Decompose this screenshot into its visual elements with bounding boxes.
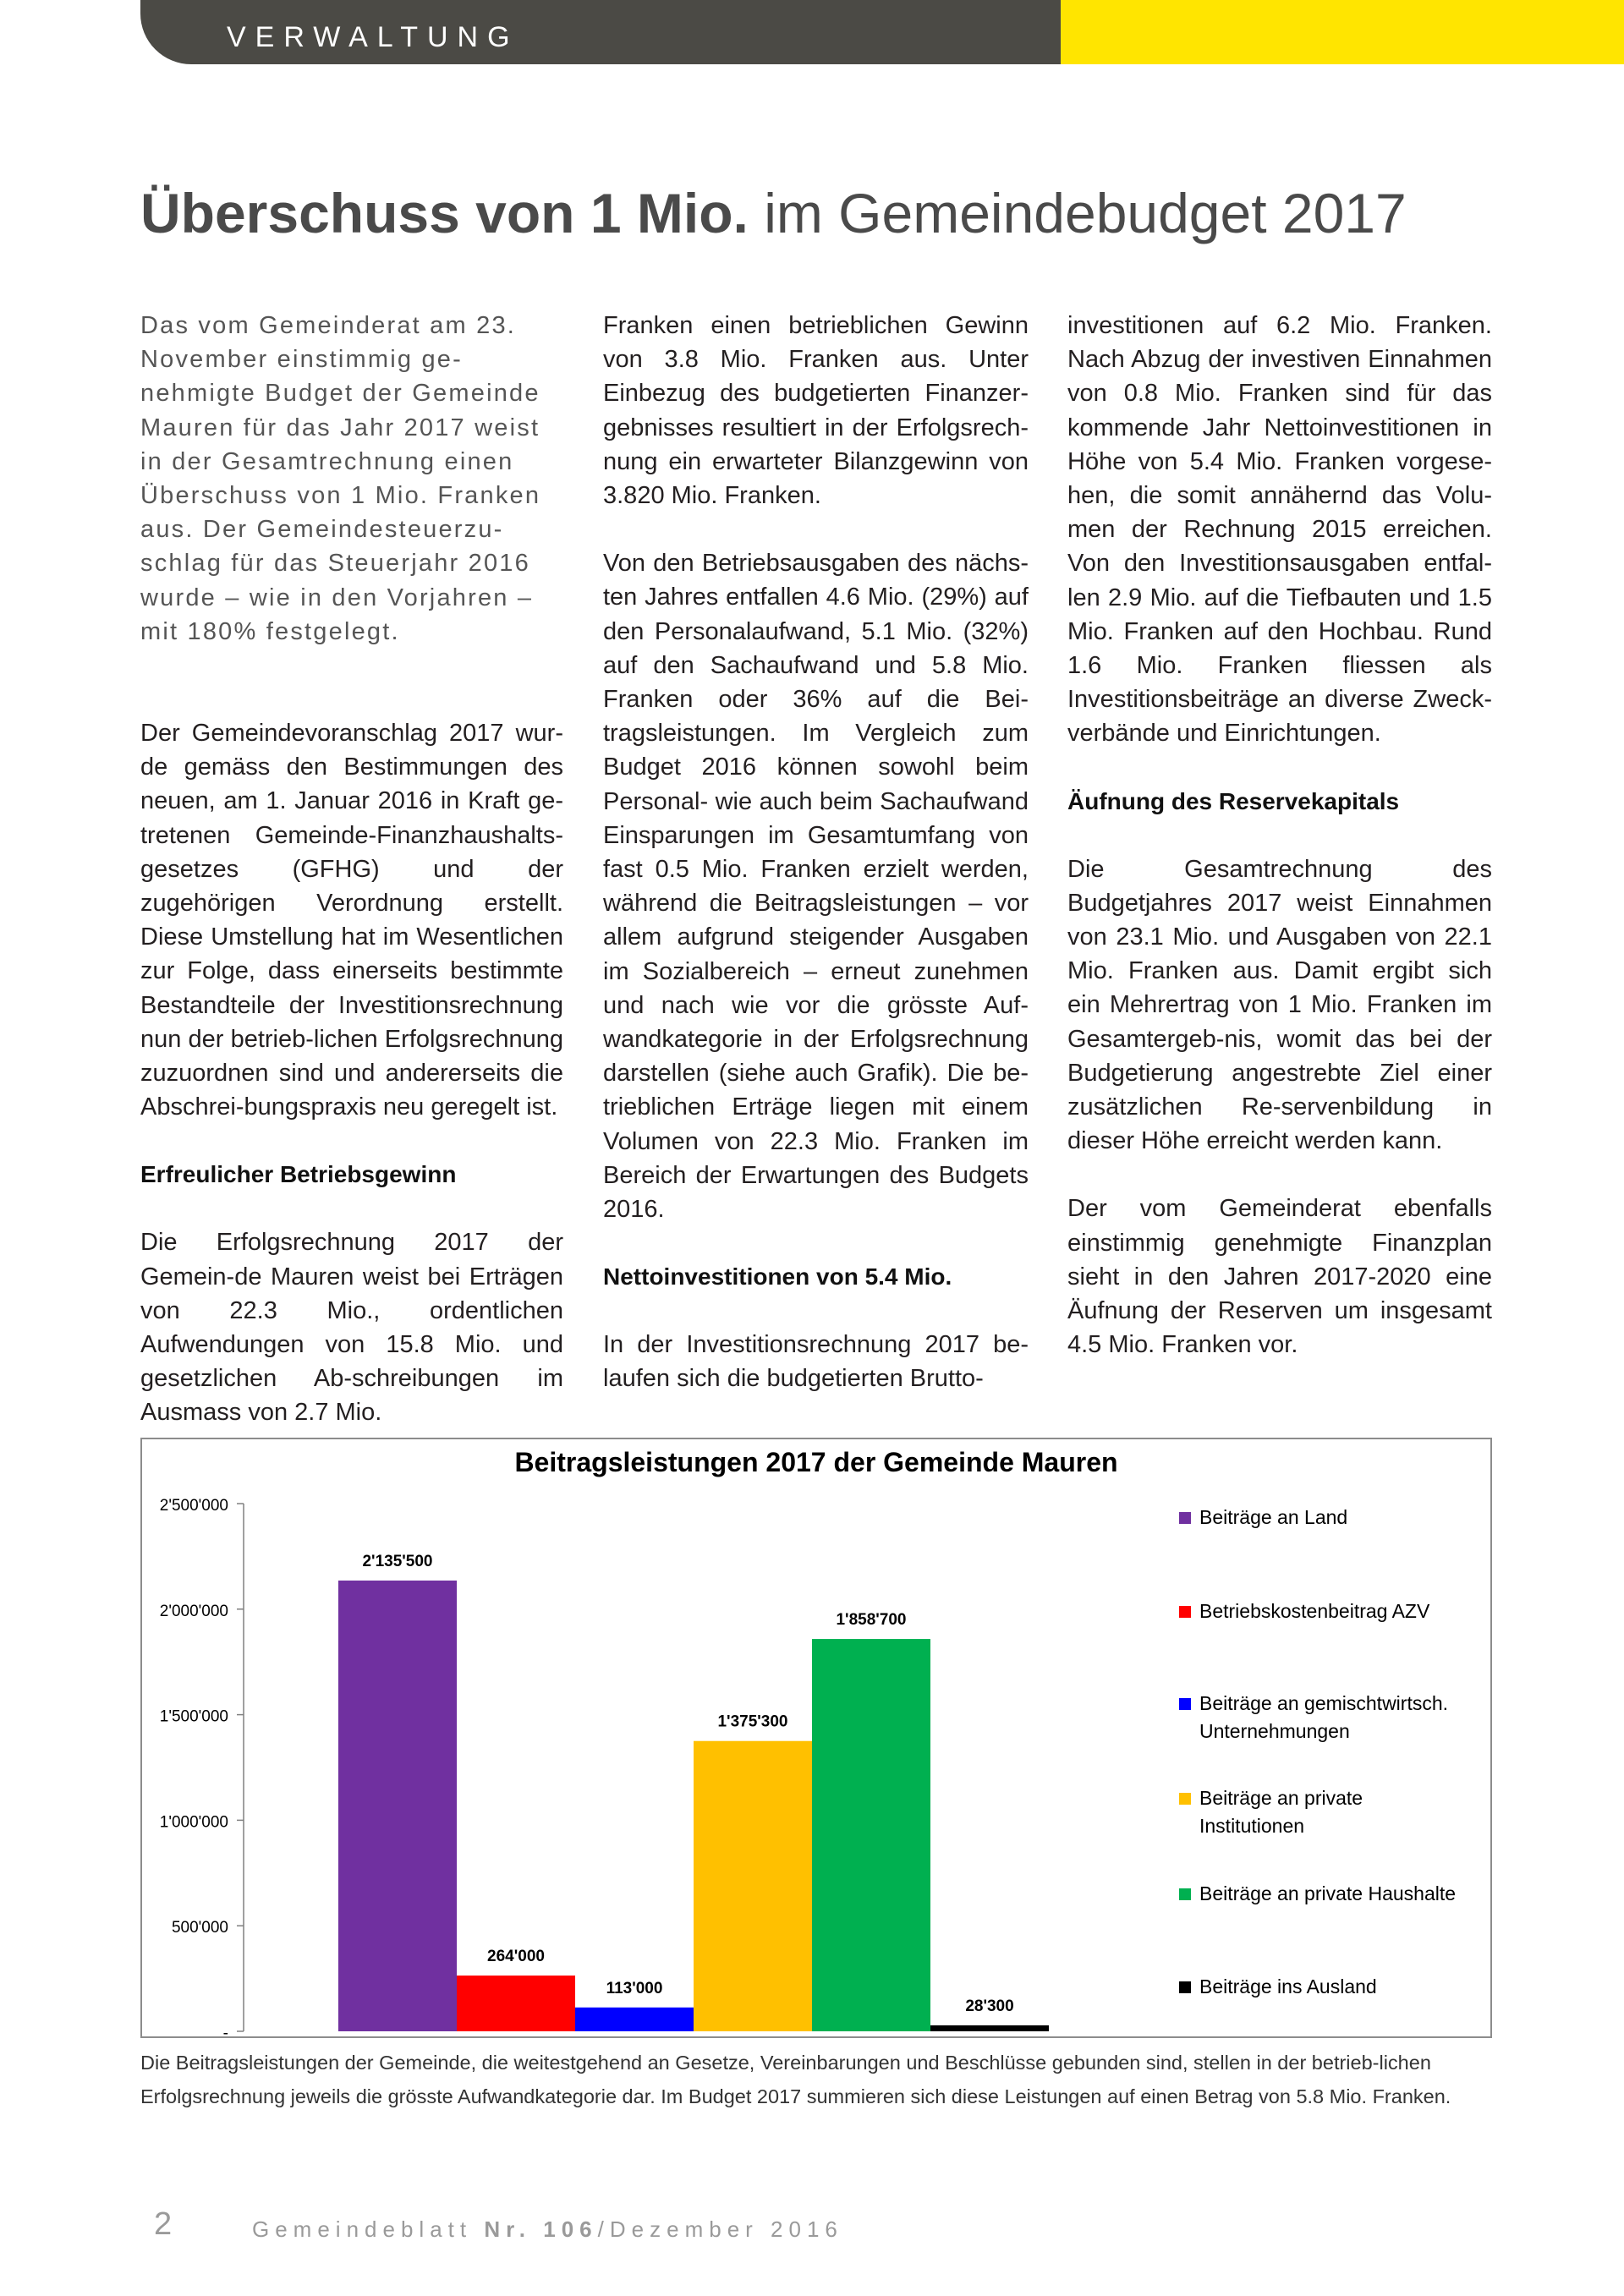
legend-label: Beiträge ins Ausland <box>1199 1975 1377 1997</box>
bar-6 <box>930 2025 1049 2031</box>
subheading: Erfreulicher Betriebsgewinn <box>140 1161 457 1188</box>
page-number: 2 <box>154 2206 173 2242</box>
column-3 <box>1067 309 1492 1362</box>
legend-swatch <box>1179 1888 1191 1900</box>
chart-caption: Die Beitragsleistungen der Gemeinde, die weitestgehend an Gesetze, Vereinbarungen und Beschlüsse gebunden sind, stellen in der betrieb-lichen Erfolgsrechnung jeweils die grösste Aufwandkategorie dar. Im Budget 2017 summieren sich diese Leistungen auf einen Betrag von 5.8 Mio. Franken. <box>140 2052 1451 2107</box>
header-accent <box>1061 0 1624 64</box>
paragraph: Franken einen betrieblichen Gewinn von 3.8 Mio. Franken aus. Unter Einbezug des budgetierten Finanzer-gebnisses resultiert in der Erfolgsrech-nung ein erwarteter Bilanzgewinn von 3.820 Mio. Franken. <box>603 312 1029 510</box>
bar-5 <box>812 1639 930 2031</box>
column-2 <box>603 309 1029 1396</box>
paragraph: Der Gemeindevoranschlag 2017 wur-de gemäss den Bestimmungen des neuen, am 1. Januar 2016 in Kraft ge-tretenen Gemeinde-Finanzhaushalts-gesetzes (GFHG) und der zugehörigen Verordnung erstellt. Diese Umstellung hat im Wesentlichen zur Folge, dass einerseits bestimmte Bestandteile der Investitionsrechnung nun der betrieb-lichen Erfolgsrechnung zuzuordnen sind und andererseits die Abschrei-bungspraxis neu geregelt ist. <box>140 720 563 1121</box>
bar-2 <box>457 1975 575 2031</box>
column-1 <box>140 309 563 1430</box>
y-tick-label: 1'000'000 <box>159 1813 228 1832</box>
paragraph: Der vom Gemeinderat ebenfalls einstimmig genehmigte Finanzplan sieht in den Jahren 2017-2020 eine Äufnung der Reserven um insgesamt 4.5 Mio. Franken vor. <box>1067 1195 1492 1359</box>
subheading: Nettoinvestitionen von 5.4 Mio. <box>603 1263 952 1290</box>
legend-swatch <box>1179 1793 1191 1805</box>
legend-swatch <box>1179 1981 1191 1993</box>
lead-paragraph: Das vom Gemeinderat am 23. November einstimmig ge-nehmigte Budget der Gemeinde Mauren für das Jahr 2017 weist in der Gesamtrechnung einen Überschuss von 1 Mio. Franken aus. Der Gemeindesteuerzu-schlag für das Steuerjahr 2016 wurde – wie in den Vorjahren – mit 180% festgelegt. <box>140 312 541 645</box>
title-light: im Gemeindebudget 2017 <box>764 182 1407 244</box>
legend-label: Betriebskostenbeitrag AZV <box>1199 1600 1430 1622</box>
bar-value-label: 113'000 <box>606 1979 663 1997</box>
paragraph: In der Investitionsrechnung 2017 be-laufen sich die budgetierten Brutto- <box>603 1331 1029 1393</box>
legend-label: Unternehmungen <box>1199 1720 1350 1742</box>
bar-3 <box>575 2008 694 2031</box>
legend-swatch <box>1179 1606 1191 1618</box>
bar-value-label: 264'000 <box>487 1948 545 1966</box>
title-bold: Überschuss von 1 Mio. <box>140 182 749 244</box>
chart-title: Beitragsleistungen 2017 der Gemeinde Mauren <box>514 1447 1118 1477</box>
paragraph: Von den Betriebsausgaben des nächs-ten Jahres entfallen 4.6 Mio. (29%) auf den Personalaufwand, 5.1 Mio. (32%) auf den Sachaufwand und 5.8 Mio. Franken oder 36% auf die Bei-tragsleistungen. Im Vergleich zum Budget 2016 können sowohl beim Personal- wie auch beim Sachaufwand Einsparungen im Gesamtumfang von fast 0.5 Mio. Franken erzielt werden, während die Beitragsleistungen – vor allem aufgrund steigender Ausgaben im Sozialbereich – erneut zunehmen und nach wie vor die grösste Auf-wandkategorie in der Erfolgsrechnung darstellen (siehe auch Grafik). Die be-trieblichen Erträge liegen mit einem Volumen von 22.3 Mio. Franken im Bereich der Erwartungen des Budgets 2016. <box>603 550 1029 1224</box>
bar-chart <box>142 1439 1490 2036</box>
y-tick-label: 1'500'000 <box>159 1707 228 1726</box>
y-tick-label: 2'000'000 <box>159 1602 228 1620</box>
publication-name: Gemeindeblatt <box>252 2217 473 2242</box>
legend-swatch <box>1179 1512 1191 1524</box>
section-label: VERWALTUNG <box>227 21 519 53</box>
bar-value-label: 2'135'500 <box>362 1552 433 1570</box>
chart-frame <box>140 1438 1492 2038</box>
legend-label: Beiträge an Land <box>1199 1506 1348 1528</box>
y-tick-label: 500'000 <box>171 1919 228 1937</box>
issue-number: 106 <box>543 2217 598 2242</box>
issue-date: /Dezember 2016 <box>597 2217 843 2242</box>
legend-label: Beiträge an private Haushalte <box>1199 1882 1457 1904</box>
bar-value-label: 1'375'300 <box>717 1712 788 1731</box>
bar-value-label: 28'300 <box>965 1997 1014 2015</box>
y-tick-label: 2'500'000 <box>159 1497 228 1515</box>
y-tick-label: - <box>222 2025 228 2036</box>
legend-swatch <box>1179 1698 1191 1710</box>
page-title <box>140 179 1407 247</box>
bar-1 <box>338 1581 457 2031</box>
bar-value-label: 1'858'700 <box>836 1611 907 1630</box>
legend-label: Beiträge an gemischtwirtsch. <box>1199 1692 1449 1714</box>
issue-prefix: Nr. <box>484 2217 532 2242</box>
paragraph: investitionen auf 6.2 Mio. Franken. Nach Abzug der investiven Einnahmen von 0.8 Mio. Franken sind für das kommende Jahr Nettoinvestitionen in Höhe von 5.4 Mio. Franken vorgese-hen, die somit annähernd das Volu-men der Rechnung 2015 erreichen. Von den Investitionsausgaben entfal-len 2.9 Mio. auf die Tiefbauten und 1.5 Mio. Franken auf den Hochbau. Rund 1.6 Mio. Franken fliessen als Investitionsbeiträge an diverse Zweck-verbände und Einrichtungen. <box>1067 312 1492 748</box>
bar-4 <box>694 1741 812 2031</box>
paragraph: Die Erfolgsrechnung 2017 der Gemein-de Mauren weist bei Erträgen von 22.3 Mio., ordentlichen Aufwendungen von 15.8 Mio. und gesetzlichen Ab-schreibungen im Ausmass von 2.7 Mio. <box>140 1229 563 1427</box>
legend-label: Beiträge an private <box>1199 1787 1363 1809</box>
paragraph: Die Gesamtrechnung des Budgetjahres 2017 weist Einnahmen von 23.1 Mio. und Ausgaben von 22.1 Mio. Franken aus. Damit ergibt sich ein Mehrertrag von 1 Mio. Franken im Gesamtergeb-nis, womit das bei der Budgetierung angestrebte Ziel einer zusätzlichen Re-servenbildung in dieser Höhe erreicht werden kann. <box>1067 855 1492 1155</box>
legend-label: Institutionen <box>1199 1815 1305 1837</box>
footer-publication <box>252 2216 843 2243</box>
subheading: Äufnung des Reservekapitals <box>1067 787 1400 814</box>
